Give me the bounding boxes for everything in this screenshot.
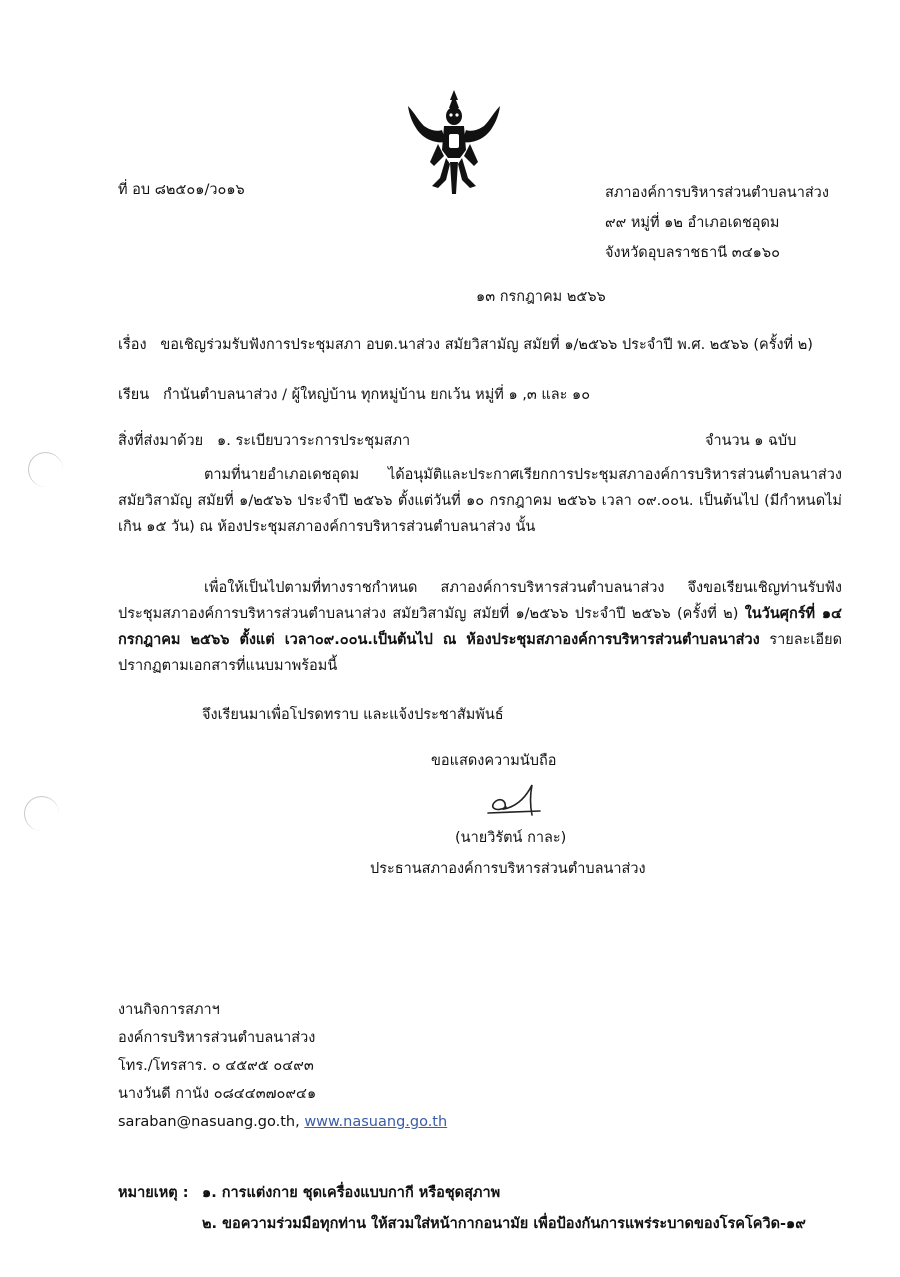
contact-phone: โทร./โทรสาร. ๐ ๔๕๙๕ ๐๔๙๓ — [118, 1058, 314, 1074]
contact-online — [118, 1108, 447, 1136]
enclosure-count: จำนวน ๑ ฉบับ — [705, 433, 797, 449]
contact-organization: องค์การบริหารส่วนตำบลนาส่วง — [118, 1030, 316, 1046]
subject-text: ขอเชิญร่วมรับฟังการประชุมสภา อบต.นาส่วง สมัยวิสามัญ สมัยที่ ๑/๒๕๖๖ ประจำปี พ.ศ. ๒๕๖๖ (ครั้งที่ ๒) — [160, 337, 813, 353]
signer-name: (นายวิรัตน์ กาละ) — [455, 830, 567, 846]
recipient-line — [118, 383, 590, 406]
subject-label: เรื่อง — [118, 337, 147, 353]
contact-department: งานกิจการสภาฯ — [118, 1002, 220, 1018]
signer-position: ประธานสภาองค์การบริหารส่วนตำบลนาส่วง — [370, 861, 646, 877]
garuda-emblem-icon — [404, 86, 504, 198]
note-line-1 — [118, 1181, 500, 1204]
sender-address — [605, 178, 829, 268]
contact-email: saraban@nasuang.go.th, — [118, 1114, 300, 1130]
paragraph-2-end: รายละเอียดปรากฏตามเอกสารที่แนบมาพร้อมนี้ — [118, 632, 842, 674]
closing-sentence: จึงเรียนมาเพื่อโปรดทราบ และแจ้งประชาสัมพันธ์ — [202, 707, 504, 723]
enclosure-label: สิ่งที่ส่งมาด้วย — [118, 433, 204, 449]
enclosure-line — [118, 429, 410, 452]
note-item-2: ๒. ขอความร่วมมือทุกท่าน ให้สวมใส่หน้ากากอนามัย เพื่อป้องกันการแพร่ระบาดของโรคโควิด-๑๙ — [202, 1216, 806, 1232]
punch-hole-mark — [24, 796, 59, 831]
subject-line — [118, 333, 813, 356]
address-line-organization: สภาองค์การบริหารส่วนตำบลนาส่วง — [605, 185, 829, 201]
meeting-details-bold: ในวันศุกร์ที่ ๑๔ กรกฎาคม ๒๕๖๖ ตั้งแต่ เวลา๐๙.๐๐น.เป็นต้นไป ณ ห้องประชุมสภาองค์การบริหารส่วนตำบลนาส่วง — [118, 606, 843, 648]
note-label: หมายเหตุ : — [118, 1185, 189, 1201]
contact-person: นางวันดี กานัง ๐๘๔๔๓๗๐๙๔๑ — [118, 1086, 317, 1102]
contact-block — [118, 996, 447, 1136]
handwritten-signature — [480, 777, 550, 823]
document-reference-number: ที่ อบ ๘๒๕๐๑/ว๐๑๖ — [118, 182, 245, 198]
address-line-village: ๙๙ หมู่ที่ ๑๒ อำเภอเดชอุดม — [605, 215, 780, 231]
paragraph-1-text: ตามที่นายอำเภอเดชอุดม ได้อนุมัติและประกาศเรียกการประชุมสภาองค์การบริหารส่วนตำบลนาส่วง สมัยวิสามัญ สมัยที่ ๑/๒๕๖๖ ประจำปี ๒๕๖๖ ตั้งแต่วันที่ ๑๐ กรกฎาคม ๒๕๖๖ เวลา ๐๙.๐๐น. เป็นต้นไป (มีกำหนดไม่เกิน ๑๕ วัน) ณ ห้องประชุมสภาองค์การบริหารส่วนตำบลนาส่วง นั้น — [118, 467, 842, 535]
enclosure-item: ๑. ระเบียบวาระการประชุมสภา — [217, 433, 411, 449]
body-paragraph-1 — [118, 462, 842, 540]
document-date: ๑๓ กรกฎาคม ๒๕๖๖ — [476, 289, 606, 305]
recipient-label: เรียน — [118, 387, 150, 403]
website-link[interactable]: www.nasuang.go.th — [304, 1114, 448, 1130]
body-paragraph-2 — [118, 575, 842, 679]
paragraph-2-text: เพื่อให้เป็นไปตามที่ทางราชกำหนด สภาองค์การบริหารส่วนตำบลนาส่วง จึงขอเรียนเชิญท่านรับฟังประชุมสภาองค์การบริหารส่วนตำบลนาส่วง สมัยวิสามัญ สมัยที่ ๑/๒๕๖๖ ประจำปี ๒๕๖๖ (ครั้งที่ ๒) — [118, 580, 842, 622]
note-item-1: ๑. การแต่งกาย ชุดเครื่องแบบกากี หรือชุดสุภาพ — [202, 1185, 501, 1201]
address-line-province: จังหวัดอุบลราชธานี ๓๔๑๖๐ — [605, 245, 780, 261]
recipient-text: กำนันตำบลนาส่วง / ผู้ใหญ่บ้าน ทุกหมู่บ้าน ยกเว้น หมู่ที่ ๑ ,๓ และ ๑๐ — [162, 387, 591, 403]
punch-hole-mark — [28, 452, 63, 487]
regards-text: ขอแสดงความนับถือ — [431, 753, 557, 769]
